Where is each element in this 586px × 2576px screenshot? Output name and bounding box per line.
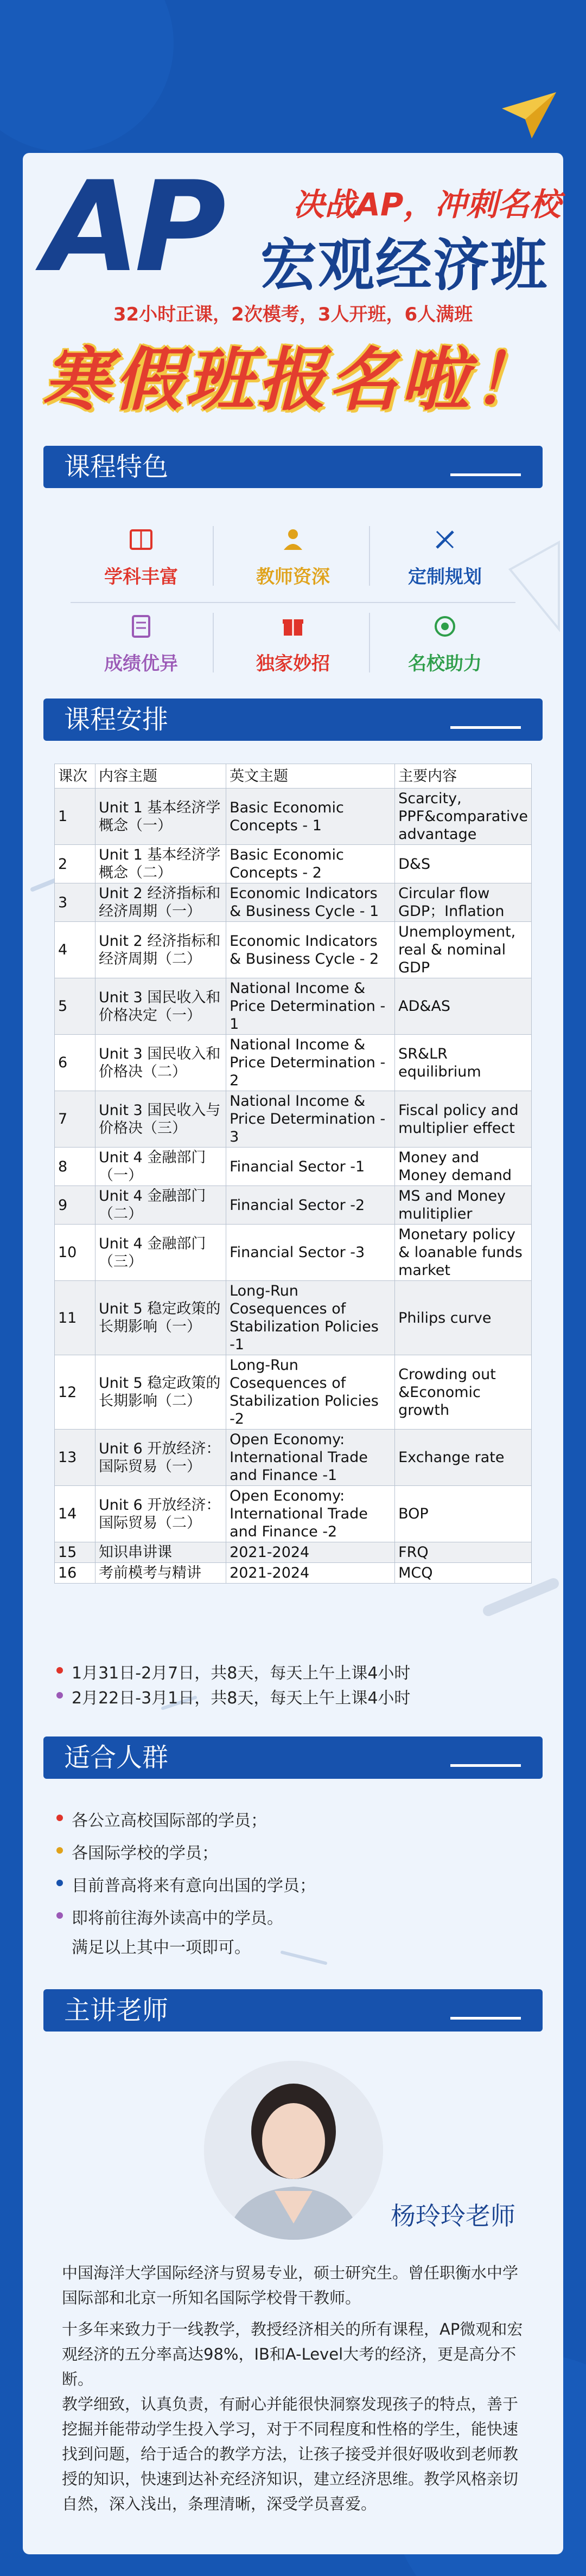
- table-row: [55, 1281, 532, 1355]
- table-cell: 15: [55, 1542, 95, 1563]
- section-underline: [450, 726, 521, 729]
- table-row: [55, 1186, 532, 1225]
- table-cell: Unemployment, real & nominal GDP: [395, 922, 532, 978]
- table-cell: MCQ: [395, 1563, 532, 1584]
- section-header-schedule: [43, 699, 543, 741]
- teacher-bio-3: 教学细致，认真负责，有耐心并能很快洞察发现孩子的特点，善于挖掘并能带动学生投入学习，对于不同程度和性格的学生，能快速找到问题，给于适合的教学方法，让孩子接受并很好吸收到老师教授的知识，快速到达补充经济知识，建立经济思维。教学风格亲切自然，深入浅出，条理清晰，深受学员喜爱。: [62, 2395, 519, 2513]
- section-title: 课程特色: [64, 452, 169, 482]
- table-cell: 知识串讲课: [95, 1542, 226, 1563]
- table-cell: Unit 6 开放经济：国际贸易（一）: [95, 1430, 226, 1486]
- section-header-audience: [43, 1736, 543, 1779]
- table-cell: 16: [55, 1563, 95, 1584]
- table-cell: Philips curve: [395, 1281, 532, 1355]
- table-cell: AD&AS: [395, 978, 532, 1035]
- table-cell: Long-Run Cosequences of Stabilization Policies -2: [226, 1355, 395, 1430]
- table-cell: 5: [55, 978, 95, 1035]
- book-icon: [128, 526, 155, 553]
- table-header-row: [55, 764, 532, 789]
- teacher-bio-1: 中国海洋大学国际经济与贸易专业，硕士研究生。曾任职衡水中学国际部和北京一所知名国际学校骨干教师。: [62, 2264, 519, 2307]
- audience-item: [72, 1905, 283, 1928]
- feature-item: [217, 526, 369, 588]
- table-cell: 4: [55, 922, 95, 978]
- audience-text: 各公立高校国际部的学员；: [72, 1811, 267, 1830]
- table-cell: 8: [55, 1148, 95, 1186]
- table-cell: Financial Sector -1: [226, 1148, 395, 1186]
- feature-label: 名校助力: [408, 653, 482, 675]
- bullet-dot: [56, 1847, 63, 1854]
- teacher-bio-2: 十多年来致力于一线教学，教授经济相关的所有课程，AP微观和宏观经济的五分率高达98%，IB和A-Level大考的经济，更是高分不断。: [62, 2320, 523, 2388]
- report-icon: [128, 613, 155, 640]
- schedule-table: [54, 764, 532, 1584]
- table-row: [55, 978, 532, 1035]
- table-cell: Financial Sector -3: [226, 1225, 395, 1281]
- feature-item: [65, 526, 217, 588]
- bullet-dot: [56, 1692, 63, 1699]
- audience-text: 目前普高将来有意向出国的学员；: [72, 1876, 316, 1895]
- feature-label: 学科丰富: [104, 566, 178, 588]
- feature-label: 教师资深: [256, 566, 330, 588]
- table-cell: FRQ: [395, 1542, 532, 1563]
- gift-icon: [279, 613, 307, 640]
- table-cell: 考前模考与精讲: [95, 1563, 226, 1584]
- table-cell: National Income & Price Determination - 1: [226, 978, 395, 1035]
- table-cell: Unit 5 稳定政策的长期影响（二）: [95, 1355, 226, 1430]
- table-cell: Unit 3 国民收入和价格决定（一）: [95, 978, 226, 1035]
- table-cell: Financial Sector -2: [226, 1186, 395, 1225]
- bullet-dot: [56, 1667, 63, 1674]
- table-cell: Unit 2 经济指标和经济周期（二）: [95, 922, 226, 978]
- section-title: 主讲老师: [64, 1995, 169, 2026]
- table-cell: Scarcity, PPF&comparative advantage: [395, 789, 532, 845]
- table-row: [55, 1355, 532, 1430]
- table-cell: Exchange rate: [395, 1430, 532, 1486]
- feature-item: [65, 613, 217, 675]
- teacher-portrait-image: [204, 2061, 383, 2240]
- table-row: [55, 1035, 532, 1091]
- table-cell: Crowding out &Economic growth: [395, 1355, 532, 1430]
- pencil-ruler-icon: [431, 526, 458, 553]
- session-text: 2月22日-3月1日，共8天，每天上午上课4小时: [72, 1689, 411, 1708]
- table-cell: Open Economy: International Trade and Finance -1: [226, 1430, 395, 1486]
- feature-label: 成绩优异: [104, 653, 178, 675]
- table-row: [55, 1563, 532, 1584]
- table-cell: 9: [55, 1186, 95, 1225]
- feature-item: [369, 526, 521, 588]
- table-cell: 7: [55, 1091, 95, 1148]
- feature-item: [369, 613, 521, 675]
- divider: [71, 602, 515, 603]
- table-cell: Unit 1 基本经济学概念（二）: [95, 845, 226, 883]
- table-cell: BOP: [395, 1486, 532, 1542]
- feature-label: 独家妙招: [256, 653, 330, 675]
- table-header-cell: 主要内容: [395, 764, 532, 789]
- section-title: 课程安排: [64, 704, 169, 735]
- section-underline: [450, 1764, 521, 1767]
- table-cell: 2021-2024: [226, 1542, 395, 1563]
- session-item: [72, 1659, 410, 1683]
- table-cell: D&S: [395, 845, 532, 883]
- table-cell: 6: [55, 1035, 95, 1091]
- teacher-avatar: [204, 2061, 383, 2240]
- medal-icon: [431, 613, 458, 640]
- table-cell: Open Economy: International Trade and Finance -2: [226, 1486, 395, 1542]
- bullet-dot: [56, 1815, 63, 1821]
- table-row: [55, 1091, 532, 1148]
- feature-item: [217, 613, 369, 675]
- table-cell: National Income & Price Determination - 3: [226, 1091, 395, 1148]
- table-header-cell: 课次: [55, 764, 95, 789]
- bullet-dot: [56, 1912, 63, 1919]
- table-cell: Fiscal policy and multiplier effect: [395, 1091, 532, 1148]
- session-text: 1月31日-2月7日，共8天，每天上午上课4小时: [72, 1664, 411, 1683]
- section-header-teacher: [43, 1989, 543, 2032]
- hero-slogan: 决战AP，冲刺名校: [293, 186, 561, 223]
- table-row: [55, 1148, 532, 1186]
- table-row: [55, 883, 532, 922]
- table-cell: 11: [55, 1281, 95, 1355]
- table-cell: Unit 4 金融部门（二）: [95, 1186, 226, 1225]
- table-cell: Economic Indicators & Business Cycle - 1: [226, 883, 395, 922]
- table-cell: Unit 4 金融部门（三）: [95, 1225, 226, 1281]
- table-cell: Long-Run Cosequences of Stabilization Policies -1: [226, 1281, 395, 1355]
- audience-text: 各国际学校的学员；: [72, 1844, 218, 1863]
- table-header-cell: 英文主题: [226, 764, 395, 789]
- table-cell: Unit 5 稳定政策的长期影响（一）: [95, 1281, 226, 1355]
- teacher-name: 杨玲玲老师: [391, 2201, 515, 2231]
- hero-subtitle: 32小时正课，2次模考，3人开班，6人满班: [113, 304, 473, 325]
- table-cell: National Income & Price Determination - 2: [226, 1035, 395, 1091]
- table-cell: Circular flow GDP；Inflation: [395, 883, 532, 922]
- table-row: [55, 845, 532, 883]
- table-cell: 2021-2024: [226, 1563, 395, 1584]
- audience-note: 满足以上其中一项即可。: [72, 1938, 251, 1957]
- table-row: [55, 1542, 532, 1563]
- table-cell: Economic Indicators & Business Cycle - 2: [226, 922, 395, 978]
- feature-label: 定制规划: [408, 566, 482, 588]
- table-cell: 3: [55, 883, 95, 922]
- table-cell: Basic Economic Concepts - 1: [226, 789, 395, 845]
- session-item: [72, 1684, 410, 1708]
- table-cell: 14: [55, 1486, 95, 1542]
- table-cell: Basic Economic Concepts - 2: [226, 845, 395, 883]
- table-header-cell: 内容主题: [95, 764, 226, 789]
- table-cell: Unit 2 经济指标和经济周期（一）: [95, 883, 226, 922]
- table-cell: 10: [55, 1225, 95, 1281]
- section-underline: [450, 473, 521, 476]
- table-cell: Monetary policy & loanable funds market: [395, 1225, 532, 1281]
- table-row: [55, 1486, 532, 1542]
- section-header-features: [43, 446, 543, 488]
- section-underline: [450, 2017, 521, 2020]
- hero-title: 宏观经济班: [260, 232, 549, 298]
- table-cell: SR&LR equilibrium: [395, 1035, 532, 1091]
- audience-item: [72, 1807, 267, 1831]
- hero-banner: 寒假班报名啦！: [42, 340, 544, 420]
- table-cell: Unit 4 金融部门（一）: [95, 1148, 226, 1186]
- teacher-icon: [279, 526, 307, 553]
- audience-item: [72, 1840, 218, 1863]
- table-cell: 1: [55, 789, 95, 845]
- table-cell: Money and Money demand: [395, 1148, 532, 1186]
- table-row: [55, 789, 532, 845]
- table-cell: 13: [55, 1430, 95, 1486]
- hero-ap-logo: AP: [43, 155, 221, 300]
- bullet-dot: [56, 1880, 63, 1886]
- table-cell: 2: [55, 845, 95, 883]
- table-row: [55, 1430, 532, 1486]
- table-cell: MS and Money mulitiplier: [395, 1186, 532, 1225]
- table-row: [55, 922, 532, 978]
- table-cell: Unit 6 开放经济：国际贸易（二）: [95, 1486, 226, 1542]
- table-cell: 12: [55, 1355, 95, 1430]
- section-title: 适合人群: [64, 1742, 169, 1773]
- audience-text: 即将前往海外读高中的学员。: [72, 1909, 283, 1928]
- table-cell: Unit 3 国民收入和价格决（二）: [95, 1035, 226, 1091]
- audience-item: [72, 1872, 316, 1896]
- table-row: [55, 1225, 532, 1281]
- table-cell: Unit 3 国民收入与价格决（三）: [95, 1091, 226, 1148]
- table-cell: Unit 1 基本经济学概念（一）: [95, 789, 226, 845]
